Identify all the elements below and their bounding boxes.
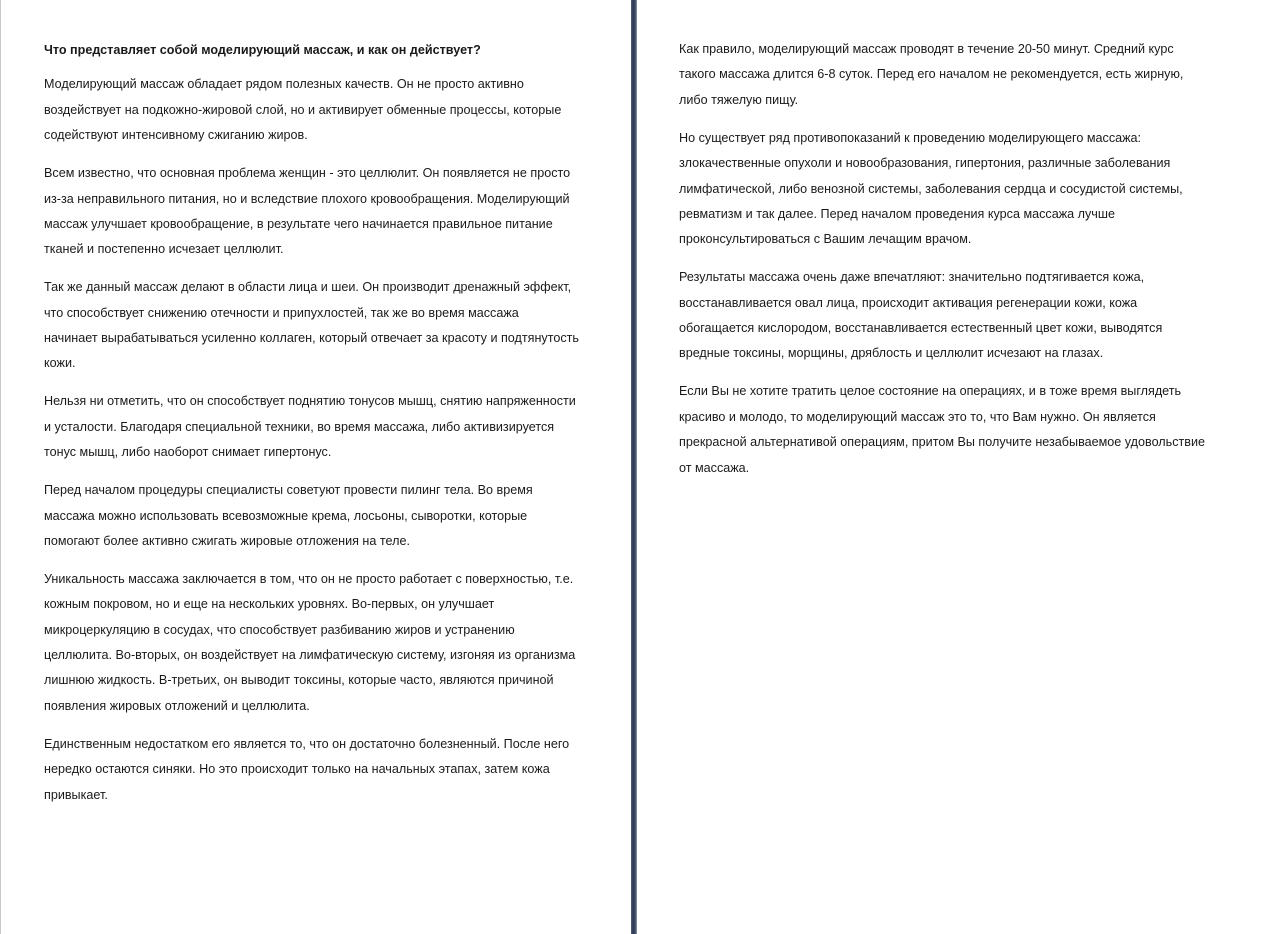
paragraph: [679, 37, 1239, 113]
text-line: кожи.: [44, 356, 76, 371]
paragraph: [679, 126, 1239, 253]
text-line: злокачественные опухоли и новообразования, гипертония, различные заболевания: [679, 156, 1171, 171]
text-line: помогают более активно сжигать жировые отложения на теле.: [44, 533, 410, 548]
left-paragraphs: [44, 72, 596, 808]
text-line: содействуют интенсивному сжиганию жиров.: [44, 128, 308, 143]
text-line: начинает вырабатываться усиленно коллаген, который отвечает за красоту и подтянутость: [44, 331, 579, 346]
paragraph: [44, 389, 596, 465]
text-line: красиво и молодо, то моделирующий массаж это то, что Вам нужно. Он является: [679, 409, 1156, 424]
text-line: и усталости. Благодаря специальной техники, во время массажа, либо активизируется: [44, 419, 555, 434]
text-line: Если Вы не хотите тратить целое состояние на операциях, и в тоже время выглядеть: [679, 384, 1182, 399]
text-line: проконсультироваться с Вашим лечащим врачом.: [679, 232, 972, 247]
text-line: такого массажа длится 6-8 суток. Перед его началом не рекомендуется, есть жирную,: [679, 67, 1184, 82]
text-line: обогащается кислородом, восстанавливается естественный цвет кожи, выводятся: [679, 321, 1163, 336]
right-page: [637, 0, 1267, 934]
text-line: Нельзя ни отметить, что он способствует поднятию тонусов мышц, снятию напряженности: [44, 394, 576, 409]
text-line: либо тяжелую пищу.: [679, 92, 799, 107]
text-line: из-за неправильного питания, но и вследствие плохого кровообращения. Моделирующий: [44, 191, 570, 206]
paragraph: [44, 478, 596, 554]
text-line: что способствует снижению отечности и припухлостей, так же во время массажа: [44, 305, 519, 320]
text-line: Единственным недостатком его является то, что он достаточно болезненный. После него: [44, 736, 570, 751]
text-line: кожным покровом, но и еще на нескольких уровнях. Во-первых, он улучшает: [44, 597, 495, 612]
paragraph: [679, 265, 1239, 367]
text-line: Так же данный массаж делают в области лица и шеи. Он производит дренажный эффект,: [44, 280, 572, 295]
paragraph: [44, 567, 596, 719]
text-line: Уникальность массажа заключается в том, что он не просто работает с поверхностью, т.е.: [44, 571, 574, 586]
text-line: привыкает.: [44, 787, 108, 802]
paragraph: [44, 72, 596, 148]
text-line: массаж улучшает кровообращение, в результате чего начинается правильное питание: [44, 216, 553, 231]
text-line: восстанавливается овал лица, происходит активация регенерации кожи, кожа: [679, 295, 1138, 310]
left-page-text: [44, 38, 596, 820]
text-line: нередко остаются синяки. Но это происходит только на начальных этапах, затем кожа: [44, 762, 550, 777]
text-line: тонус мышц, либо наоборот снимает гипертонус.: [44, 445, 332, 460]
text-line: тканей и постепенно исчезает целлюлит.: [44, 242, 284, 257]
text-line: вредные токсины, морщины, дряблость и целлюлит исчезают на глазах.: [679, 346, 1104, 361]
paragraph: [44, 732, 596, 808]
right-page-text: [679, 37, 1239, 494]
text-line: целлюлита. Во-вторых, он воздействует на лимфатическую систему, изгоняя из организма: [44, 648, 576, 663]
text-line: Моделирующий массаж обладает рядом полезных качеств. Он не просто активно: [44, 77, 524, 92]
text-line: прекрасной альтернативой операциям, притом Вы получите незабываемое удовольствие: [679, 435, 1206, 450]
text-line: Но существует ряд противопоказаний к проведению моделирующего массажа:: [679, 130, 1142, 145]
text-line: микроцеркуляцию в сосудах, что способствует разбиванию жиров и устранению: [44, 622, 515, 637]
text-line: массажа можно использовать всевозможные крема, лосьоны, сыворотки, которые: [44, 508, 528, 523]
right-paragraphs: [679, 37, 1239, 481]
paragraph: [44, 275, 596, 377]
article-heading: Что представляет собой моделирующий массаж, и как он действует?: [44, 43, 481, 57]
text-line: Всем известно, что основная проблема женщин - это целлюлит. Он появляется не просто: [44, 166, 571, 181]
text-line: Результаты массажа очень даже впечатляют: значительно подтягивается кожа,: [679, 270, 1145, 285]
text-line: Перед началом процедуры специалисты советуют провести пилинг тела. Во время: [44, 483, 533, 498]
text-line: появления жировых отложений и целлюлита.: [44, 698, 310, 713]
left-page: [0, 0, 631, 934]
text-line: лишнюю жидкость. В-третьих, он выводит токсины, которые часто, являются причиной: [44, 673, 554, 688]
text-line: Как правило, моделирующий массаж проводят в течение 20-50 минут. Средний курс: [679, 42, 1174, 56]
text-line: воздействует на подкожно-жировой слой, но и активирует обменные процессы, которые: [44, 102, 562, 117]
paragraph: [44, 161, 596, 263]
paragraph: [679, 379, 1239, 481]
text-line: лимфатической, либо венозной системы, заболевания сердца и сосудистой системы,: [679, 181, 1183, 196]
text-line: ревматизм и так далее. Перед началом проведения курса массажа лучше: [679, 206, 1115, 221]
text-line: от массажа.: [679, 460, 750, 475]
